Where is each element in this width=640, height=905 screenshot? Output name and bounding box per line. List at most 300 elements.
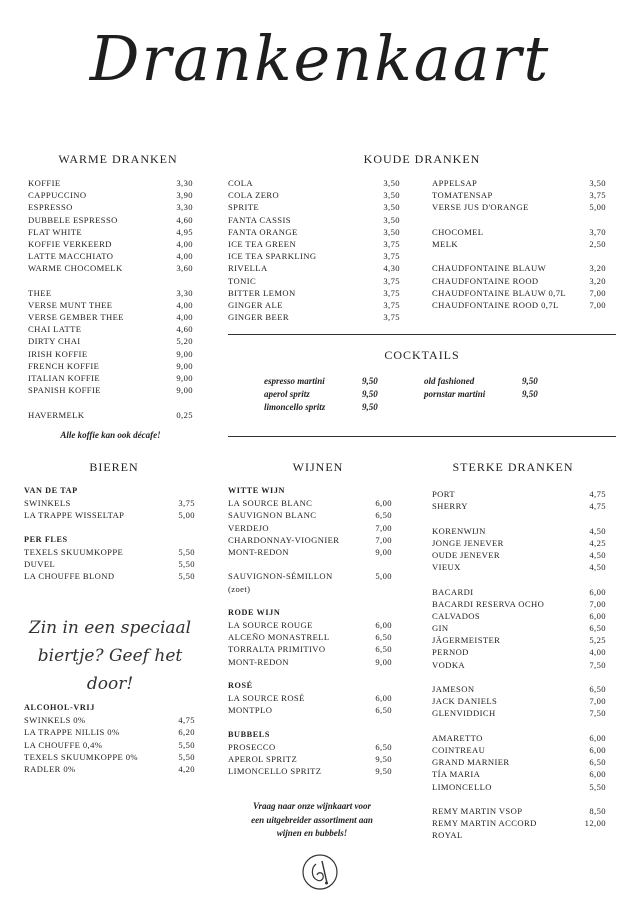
item-price: 5,50 [178,739,195,750]
list-item [228,656,392,668]
cocktail-price: 9,50 [522,389,538,399]
item-name: COLA ZERO [228,190,280,201]
cocktail-name: limoncello spritz [264,402,326,412]
item-price: 6,00 [589,586,606,597]
item-price: 5,50 [589,781,606,792]
item-price: 2,50 [589,238,606,249]
list-item [228,619,392,631]
item-name: ICE TEA SPARKLING [228,251,317,262]
item-name: LA SOURCE BLANC [228,498,313,509]
item-price: 5,00 [375,571,392,582]
divider-bottom [228,436,616,437]
item-name: ROYAL [432,830,463,841]
list-item [228,238,400,250]
list-item-sub [228,583,392,595]
item-sub: (zoet) [228,583,251,594]
item-price: 7,50 [589,708,606,719]
list-item [24,726,195,738]
item-price: 3,30 [176,202,193,213]
item-price: 4,75 [589,489,606,499]
item-price: 9,50 [375,754,392,765]
koude-dranken-list-2 [432,177,606,311]
item-name: CHAUDFONTAINE ROOD [432,275,539,286]
list-item [432,226,606,238]
item-price: 3,75 [589,190,606,201]
item-price: 4,50 [589,562,606,573]
item-name: JAMESON [432,684,475,694]
item-name: WARME CHOCOMELK [28,263,123,274]
item-name: JONGE JENEVER [432,537,504,548]
list-item [228,741,392,753]
item-price: 6,00 [375,498,392,509]
item-name: BITTER LEMON [228,287,296,298]
item-name: VERSE JUS D'ORANGE [432,202,529,213]
item-name: PORT [432,489,456,499]
item-price: 4,00 [176,312,193,323]
alcoholvrij-list [24,702,195,775]
item-price: 6,50 [589,757,606,768]
list-item [432,287,606,299]
item-price: 4,25 [589,537,606,548]
wijnen-heading: WIJNEN [292,460,344,474]
list-item [228,201,400,213]
item-name: ALCEÑO MONASTRELL [228,632,330,643]
list-item [432,299,606,311]
item-name: LA TRAPPE NILLIS 0% [24,727,120,738]
list-item [228,299,400,311]
list-item [28,262,193,274]
list-item [432,500,606,512]
item-price: 3,30 [176,287,193,298]
item-name: GIN [432,623,449,634]
bieren-heading: BIEREN [89,460,139,474]
item-name: CAPPUCCINO [28,190,87,201]
item-price: 7,00 [589,696,606,707]
wijnen-list [228,485,392,778]
item-name: OUDE JENEVER [432,549,501,560]
warme-dranken-heading: WARME DRANKEN [58,152,178,166]
item-name: CHAUDFONTAINE ROOD 0,7L [432,299,559,310]
decafe-note: Alle koffie kan ook décafe! [60,430,161,440]
item-name: VERSE MUNT THEE [28,299,113,310]
item-name: REMY MARTIN ACCORD [432,818,537,829]
list-item [24,739,195,751]
list-item [228,522,392,534]
list-item [28,287,193,299]
list-item [432,561,606,573]
list-item [432,768,606,780]
item-name: JACK DANIELS [432,696,498,707]
list-item [432,695,606,707]
list-item [432,732,606,744]
item-name: ITALIAN KOFFIE [28,373,100,383]
bubbels-title: BUBBELS [228,729,270,739]
page-title: Drankenkaart [89,22,551,95]
item-price: 3,50 [589,178,606,188]
item-price: 5,20 [176,336,193,347]
item-name: TEXELS SKUUMKOPPE [24,546,124,557]
list-item [432,275,606,287]
item-price: 6,00 [375,620,392,631]
list-item [432,525,606,537]
list-item [432,189,606,201]
item-name: HAVERMELK [28,409,85,420]
item-name: DUBBELE ESPRESSO [28,214,118,225]
list-item [24,558,195,570]
item-price: 9,50 [375,766,392,777]
item-name: MELK [432,238,458,249]
item-price: 9,00 [176,385,193,396]
cocktail-item [264,375,378,388]
item-price: 7,00 [589,287,606,298]
item-price: 6,50 [375,741,392,752]
item-name: SAUVIGNON BLANC [228,510,317,521]
item-name: COINTREAU [432,744,486,755]
list-item [228,765,392,777]
koude-dranken-list-1 [228,177,400,323]
list-item [432,634,606,646]
wijnkaart-note [222,800,402,841]
list-item [432,598,606,610]
item-price: 4,30 [383,263,400,274]
item-price: 3,75 [383,238,400,249]
item-price: 9,00 [375,656,392,667]
item-name: DIRTY CHAI [28,336,81,347]
item-name: TEXELS SKUUMKOPPE 0% [24,751,138,762]
item-name: CHARDONNAY-VIOGNIER [228,534,340,545]
item-name: VODKA [432,659,466,670]
list-item [432,756,606,768]
list-item [28,214,193,226]
note-line-2: een uitgebreider assortiment aan [251,814,373,825]
list-item [24,763,195,775]
item-price: 7,50 [589,659,606,670]
witte-wijn-title: WITTE WIJN [228,486,286,495]
item-price: 4,95 [176,226,193,237]
item-name: MONT-REDON [228,546,289,557]
item-name: LIMONCELLO SPRITZ [228,766,322,777]
list-item [432,805,606,817]
cocktail-price: 9,50 [362,376,378,386]
item-price: 4,00 [176,251,193,262]
list-item [28,311,193,323]
item-price: 5,00 [589,202,606,213]
list-item [228,692,392,704]
item-price: 9,00 [375,546,392,557]
item-price: 4,20 [178,763,195,774]
list-item [228,546,392,558]
item-name: LA CHOUFFE BLOND [24,571,115,582]
item-price: 3,50 [383,214,400,225]
item-name: SWINKELS [24,498,71,509]
item-name: LA SOURCE ROSÉ [228,693,305,704]
item-price: 4,50 [589,525,606,536]
list-item [432,177,606,189]
item-name: APEROL SPRITZ [228,754,298,765]
item-price: 3,60 [176,263,193,274]
list-item [28,189,193,201]
item-price: 3,20 [589,263,606,274]
item-price: 4,75 [589,501,606,512]
item-price: 6,00 [589,744,606,755]
item-name: RADLER 0% [24,763,76,774]
item-price: 3,70 [589,226,606,237]
item-price: 4,60 [176,324,193,335]
item-price: 6,00 [589,732,606,743]
item-price: 3,75 [383,287,400,298]
item-name: TONIC [228,275,257,286]
item-price: 7,00 [375,522,392,533]
script-line-2: biertje? Geef het door! [37,646,183,694]
item-price: 9,00 [176,348,193,359]
item-price: 5,50 [178,559,195,570]
item-name: BACARDI RESERVA OCHO [432,598,545,609]
item-price: 6,00 [589,769,606,780]
list-item [228,643,392,655]
item-price: 5,25 [589,635,606,646]
cocktail-price: 9,50 [362,402,378,412]
item-price: 3,75 [383,275,400,286]
divider-top [228,334,616,335]
item-name: KORENWIJN [432,525,486,536]
list-item [432,201,606,213]
item-price: 3,20 [589,275,606,286]
item-name: ICE TEA GREEN [228,238,297,249]
sterke-dranken-list [432,488,606,841]
item-name: COLA [228,178,253,188]
sterke-dranken-heading: STERKE DRANKEN [452,460,574,474]
item-price: 6,00 [589,610,606,621]
item-name: CHAI LATTE [28,324,82,335]
item-price: 4,75 [178,715,195,726]
item-name: CHAUDFONTAINE BLAUW 0,7L [432,287,567,298]
list-item [24,714,195,726]
list-item [28,226,193,238]
list-item [24,546,195,558]
list-item [228,509,392,521]
item-name: SPRITE [228,202,260,213]
list-item [228,704,392,716]
item-name: AMARETTO [432,732,483,743]
item-name: MONT-REDON [228,656,289,667]
list-item [228,177,400,189]
item-price: 4,00 [176,299,193,310]
item-price: 5,00 [178,510,195,521]
item-name: LA CHOUFFE 0,4% [24,739,103,750]
item-price: 4,60 [176,214,193,225]
list-item [228,570,392,582]
rode-wijn-title: RODE WIJN [228,607,281,617]
item-price: 3,50 [383,202,400,213]
item-price: 6,20 [178,727,195,738]
item-price: 0,25 [176,409,193,420]
list-item [228,189,400,201]
list-item [228,497,392,509]
list-item [432,549,606,561]
cocktails-list-left [264,375,378,414]
list-item [228,631,392,643]
item-name: GLENVIDDICH [432,708,496,719]
item-price: 6,50 [375,632,392,643]
item-name: FRENCH KOFFIE [28,360,100,371]
item-name: LA SOURCE ROUGE [228,620,313,631]
list-item [28,299,193,311]
alcoholvrij-title: ALCOHOL-VRIJ [24,703,95,712]
item-name: GRAND MARNIER [432,757,510,768]
item-price: 9,00 [176,373,193,383]
item-name: JÄGERMEISTER [432,635,501,646]
item-price: 3,75 [383,299,400,310]
item-price: 6,50 [589,623,606,634]
list-item [432,646,606,658]
item-price: 6,00 [375,693,392,704]
list-item [28,201,193,213]
cocktail-name: aperol spritz [264,389,310,399]
list-item [228,275,400,287]
list-item [228,250,400,262]
cocktail-price: 9,50 [522,376,538,386]
item-name: KOFFIE [28,178,61,188]
note-line-3: wijnen en bubbels! [276,828,348,838]
item-name: PROSECCO [228,741,276,752]
fles-title: PER FLES [24,534,68,544]
koude-dranken-heading: KOUDE DRANKEN [363,152,481,166]
list-item [28,250,193,262]
list-item [28,372,193,384]
list-item [432,744,606,756]
bieren-list [24,485,195,583]
cocktail-name: espresso martini [264,376,325,386]
item-name: DUVEL [24,559,56,570]
list-item [432,683,606,695]
list-item [228,214,400,226]
list-item [432,829,606,841]
item-price: 3,75 [383,251,400,262]
logo-icon [300,852,340,892]
list-item [28,409,193,421]
item-name: IRISH KOFFIE [28,348,88,359]
note-line-1: Vraag naar onze wijnkaart voor [252,801,372,811]
item-name: MONTPLO [228,705,273,716]
item-price: 7,00 [375,534,392,545]
item-name: VERDEJO [228,522,269,533]
item-name: GINGER BEER [228,312,289,323]
item-price: 3,30 [176,178,193,188]
cocktails-heading: COCKTAILS [384,348,460,362]
item-price: 5,50 [178,546,195,557]
item-name: SAUVIGNON-SÉMILLON [228,571,333,582]
list-item [432,817,606,829]
list-item [432,586,606,598]
item-price: 4,00 [589,647,606,658]
list-item [432,238,606,250]
rose-title: ROSÉ [228,681,253,690]
item-price: 4,00 [176,238,193,249]
item-name: FANTA CASSIS [228,214,291,225]
list-item [28,348,193,360]
item-price: 6,50 [375,644,392,655]
item-name: LATTE MACCHIATO [28,251,114,262]
item-name: PERNOD [432,647,469,658]
item-price: 9,00 [176,360,193,371]
item-name: ESPRESSO [28,202,73,213]
item-price: 6,50 [375,705,392,716]
speciaal-biertje-note [20,614,200,698]
list-item [432,537,606,549]
item-price: 8,50 [589,805,606,816]
item-name: TORRALTA PRIMITIVO [228,644,326,655]
list-item [432,781,606,793]
item-name: VERSE GEMBER THEE [28,312,124,323]
warme-dranken-list [28,177,193,421]
list-item [432,707,606,719]
item-name: SWINKELS 0% [24,715,86,726]
list-item [24,751,195,763]
list-item [24,497,195,509]
item-name: BACARDI [432,586,474,597]
script-line-1: Zin in een speciaal [28,618,192,638]
item-price: 3,50 [383,178,400,188]
list-item [228,226,400,238]
item-name: LA TRAPPE WISSELTAP [24,510,125,521]
item-price: 5,50 [178,751,195,762]
list-item [228,534,392,546]
list-item [228,287,400,299]
cocktail-price: 9,50 [362,389,378,399]
item-price: 3,75 [383,312,400,323]
cocktail-name: old fashioned [424,376,475,386]
item-name: SHERRY [432,501,468,512]
item-price: 12,00 [584,818,606,829]
item-name: RIVELLA [228,263,268,274]
item-name: CHAUDFONTAINE BLAUW [432,263,547,274]
item-price: 7,00 [589,598,606,609]
cocktail-item [264,388,378,401]
item-name: KOFFIE VERKEERD [28,238,112,249]
list-item [24,570,195,582]
item-name: TÍA MARIA [432,769,481,780]
item-price: 7,00 [589,299,606,310]
item-name: APPELSAP [432,178,478,188]
item-name: THEE [28,287,52,298]
cocktail-item [424,388,538,401]
list-item [28,323,193,335]
item-name: GINGER ALE [228,299,283,310]
item-price: 3,50 [383,226,400,237]
list-item [228,262,400,274]
list-item [28,384,193,396]
item-name: SPANISH KOFFIE [28,385,101,396]
cocktails-list-right [424,375,538,401]
item-price: 3,75 [178,498,195,509]
item-name: FLAT WHITE [28,226,83,237]
item-name: FANTA ORANGE [228,226,298,237]
cocktail-name: pornstar martini [424,389,486,399]
item-name: REMY MARTIN VSOP [432,805,523,816]
item-name: VIEUX [432,562,461,573]
item-name: TOMATENSAP [432,190,493,201]
item-price: 5,50 [178,571,195,582]
item-name: CALVADOS [432,610,481,621]
item-price: 4,50 [589,549,606,560]
list-item [28,177,193,189]
list-item [432,622,606,634]
list-item [28,360,193,372]
cocktail-item [424,375,538,388]
item-name: LIMONCELLO [432,781,492,792]
list-item [28,238,193,250]
list-item [432,659,606,671]
